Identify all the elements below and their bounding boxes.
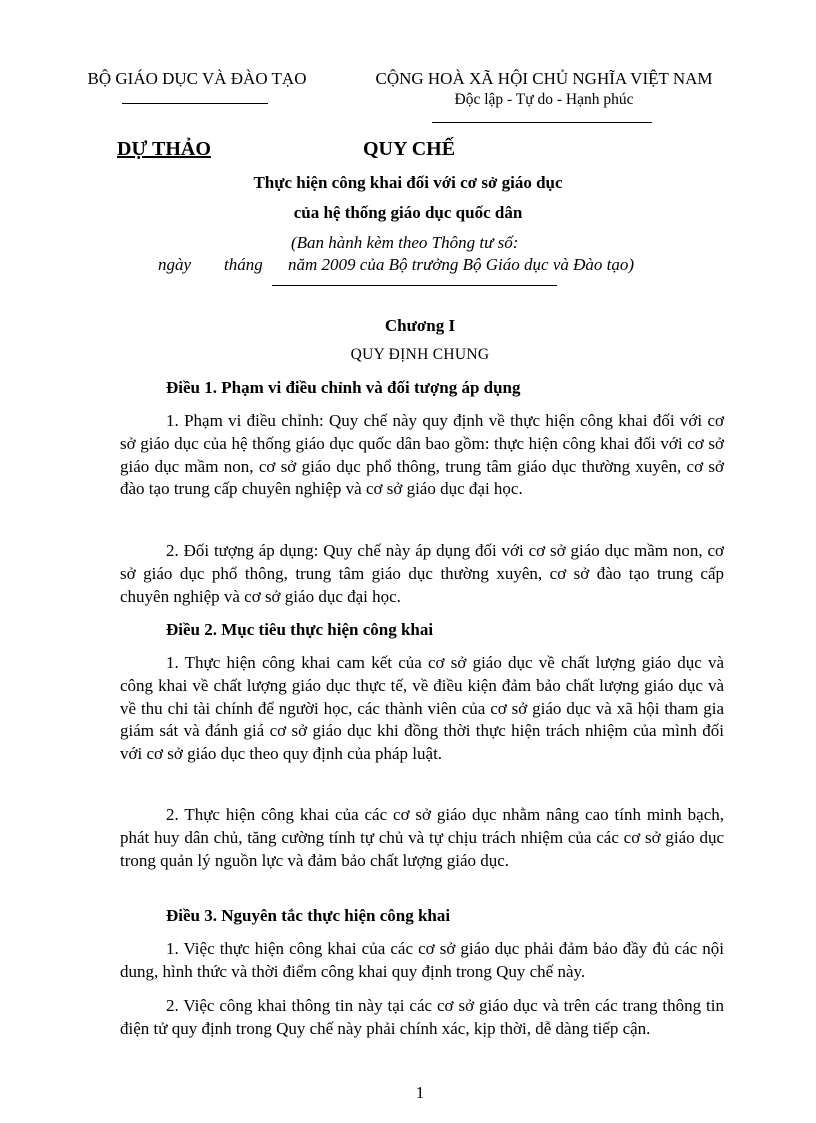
article-2-heading: Điều 2. Mục tiêu thực hiện công khai	[166, 620, 434, 639]
article-2-paragraph-2: 2. Thực hiện công khai của các cơ sở giáo dục nhằm nâng cao tính minh bạch, phát huy dân chủ, tăng cường tính tự chủ và tự chịu trách nhiệm của các cơ sở giáo dục trong quản lý nguồn lực và đảm bảo chất lượng giáo dục.	[120, 805, 724, 870]
ministry-header	[78, 69, 316, 89]
ministry-name: BỘ GIÁO DỤC VÀ ĐÀO TẠO	[87, 69, 307, 88]
issued-by-line-2: năm 2009 của Bộ trưởng Bộ Giáo dục và Đào tạo)	[288, 255, 635, 274]
article-3-paragraph-1: 1. Việc thực hiện công khai của các cơ sở giáo dục phải đảm bảo đầy đủ các nội dung, hình thức và thời điểm công khai quy định trong Quy chế này.	[120, 939, 724, 981]
national-motto: Độc lập - Tự do - Hạnh phúc	[454, 91, 634, 108]
republic-name: CỘNG HOÀ XÃ HỘI CHỦ NGHĨA VIỆT NAM	[375, 69, 713, 88]
title-underline	[272, 285, 557, 286]
document-subtitle-line-1: Thực hiện công khai đối với cơ sở giáo dục	[253, 173, 563, 192]
issued-day-label: ngày	[158, 255, 192, 274]
issued-by-line-1: (Ban hành kèm theo Thông tư số:	[291, 233, 519, 252]
article-3-paragraph-2: 2. Việc công khai thông tin này tại các cơ sở giáo dục và trên các trang thông tin điện tử quy định trong Quy chế này phải chính xác, kịp thời, dễ dàng tiếp cận.	[120, 996, 724, 1038]
draft-label: DỰ THẢO	[117, 138, 211, 160]
article-1-paragraph-2: 2. Đối tượng áp dụng: Quy chế này áp dụng đối với cơ sở giáo dục mầm non, cơ sở giáo dục phổ thông, trung tâm giáo dục thường xuyên, cơ sở đào tạo trung cấp chuyên nghiệp và cơ sở giáo dục đại học.	[120, 541, 724, 606]
republic-header	[356, 69, 732, 110]
article-1-paragraph-1: 1. Phạm vi điều chỉnh: Quy chế này quy định về thực hiện công khai đối với cơ sở giáo dục của hệ thống giáo dục quốc dân bao gồm: thực hiện công khai đối với cơ sở giáo dục mầm non, cơ sở giáo dục phổ thông, trung tâm giáo dục thường xuyên, cơ sở đào tạo trung cấp chuyên nghiệp và cơ sở giáo dục đại học.	[120, 411, 724, 499]
chapter-name: QUY ĐỊNH CHUNG	[350, 346, 490, 363]
document-title: QUY CHẾ	[363, 138, 456, 160]
issued-month-label: tháng	[224, 255, 263, 274]
article-2-paragraph-1: 1. Thực hiện công khai cam kết của cơ sở giáo dục về chất lượng giáo dục và công khai về chất lượng giáo dục thực tế, về điều kiện đảm bảo chất lượng giáo dục và về thu chi tài chính để người học, các thành viên của cơ sở giáo dục và xã hội tham gia giám sát và đánh giá cơ sở giáo dục khi đồng thời thực hiện trách nhiệm của mình đối với cơ sở giáo dục theo quy định của pháp luật.	[120, 653, 724, 764]
chapter-number: Chương I	[384, 316, 456, 335]
article-3-heading: Điều 3. Nguyên tắc thực hiện công khai	[166, 906, 451, 925]
motto-underline	[432, 122, 652, 123]
page-number: 1	[415, 1083, 425, 1102]
ministry-underline	[122, 103, 268, 104]
document-subtitle-line-2: của hệ thống giáo dục quốc dân	[293, 203, 523, 222]
article-1-heading: Điều 1. Phạm vi điều chỉnh và đối tượng áp dụng	[166, 378, 521, 397]
